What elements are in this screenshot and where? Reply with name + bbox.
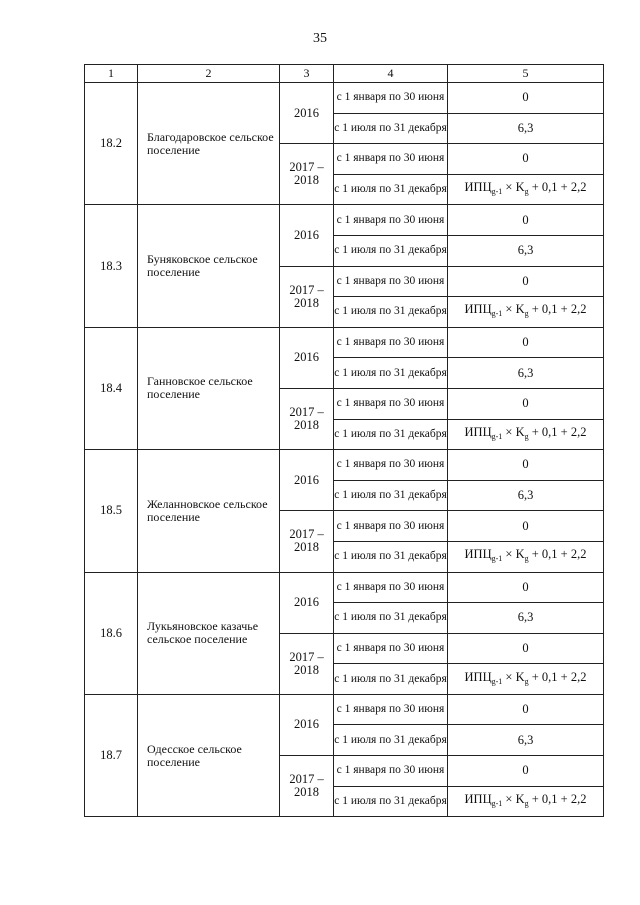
formula-tail: + 0,1 + 2,2 [528, 669, 587, 684]
period-cell: с 1 июля по 31 декабря [334, 174, 448, 205]
settlement-name: Одесское сельское поселение [138, 694, 280, 816]
value-cell: 0 [448, 388, 604, 419]
value-cell: 6,3 [448, 480, 604, 511]
period-cell: с 1 июля по 31 декабря [334, 603, 448, 634]
formula-subscript: g [524, 798, 529, 808]
period-cell: с 1 июля по 31 декабря [334, 113, 448, 144]
formula-subscript: g [524, 187, 529, 197]
year-cell: 2016 [280, 205, 334, 266]
value-cell: 6,3 [448, 358, 604, 389]
section-number: 18.7 [85, 694, 138, 816]
formula-multiplier: × K [502, 791, 525, 806]
settlement-name: Благодаровское сельское поселение [138, 83, 280, 205]
year-cell: 2017 – 2018 [280, 633, 334, 694]
year-cell: 2017 – 2018 [280, 388, 334, 449]
column-header: 4 [334, 65, 448, 83]
period-cell: с 1 января по 30 июня [334, 511, 448, 542]
table-row [85, 572, 604, 603]
formula-subscript: g-1 [491, 676, 503, 686]
year-cell: 2016 [280, 694, 334, 755]
formula-multiplier: × K [502, 180, 525, 195]
period-cell: с 1 июля по 31 декабря [334, 235, 448, 266]
table-row [85, 327, 604, 358]
settlement-name: Буняковское сельское поселение [138, 205, 280, 327]
table-header-row [85, 65, 604, 83]
formula-base: ИПЦ [464, 180, 492, 195]
table-row [85, 205, 604, 236]
column-header: 5 [448, 65, 604, 83]
formula-base: ИПЦ [464, 547, 492, 562]
period-cell: с 1 июля по 31 декабря [334, 358, 448, 389]
period-cell: с 1 января по 30 июня [334, 144, 448, 175]
formula-subscript: g [524, 676, 529, 686]
period-cell: с 1 июля по 31 декабря [334, 297, 448, 328]
year-cell: 2017 – 2018 [280, 756, 334, 817]
formula-subscript: g-1 [491, 431, 503, 441]
formula-multiplier: × K [502, 547, 525, 562]
period-cell: с 1 июля по 31 декабря [334, 419, 448, 450]
section-number: 18.6 [85, 572, 138, 694]
value-cell: 6,3 [448, 603, 604, 634]
formula-multiplier: × K [502, 302, 525, 317]
value-cell: 0 [448, 633, 604, 664]
period-cell: с 1 июля по 31 декабря [334, 541, 448, 572]
period-cell: с 1 января по 30 июня [334, 388, 448, 419]
section-number: 18.4 [85, 327, 138, 449]
formula-base: ИПЦ [464, 791, 492, 806]
period-cell: с 1 января по 30 июня [334, 83, 448, 114]
formula-tail: + 0,1 + 2,2 [528, 547, 587, 562]
year-cell: 2016 [280, 450, 334, 511]
formula-tail: + 0,1 + 2,2 [528, 302, 587, 317]
value-cell: 0 [448, 83, 604, 114]
page-number: 35 [313, 31, 327, 46]
table-row [85, 83, 604, 114]
period-cell: с 1 июля по 31 декабря [334, 725, 448, 756]
value-cell: 0 [448, 511, 604, 542]
tariff-table [84, 64, 604, 817]
formula-subscript: g-1 [491, 554, 503, 564]
formula-cell [448, 297, 604, 328]
formula-multiplier: × K [502, 669, 525, 684]
formula-subscript: g-1 [491, 187, 503, 197]
period-cell: с 1 января по 30 июня [334, 756, 448, 787]
year-cell: 2016 [280, 572, 334, 633]
column-header: 1 [85, 65, 138, 83]
value-cell: 0 [448, 144, 604, 175]
value-cell: 0 [448, 572, 604, 603]
formula-cell [448, 419, 604, 450]
settlement-name: Лукьяновское казачье сельское поселение [138, 572, 280, 694]
formula-subscript: g-1 [491, 798, 503, 808]
formula-tail: + 0,1 + 2,2 [528, 424, 587, 439]
section-number: 18.5 [85, 450, 138, 572]
year-cell: 2016 [280, 83, 334, 144]
value-cell: 6,3 [448, 725, 604, 756]
period-cell: с 1 июля по 31 декабря [334, 786, 448, 817]
period-cell: с 1 января по 30 июня [334, 633, 448, 664]
formula-tail: + 0,1 + 2,2 [528, 791, 587, 806]
value-cell: 6,3 [448, 113, 604, 144]
column-header: 2 [138, 65, 280, 83]
formula-subscript: g [524, 309, 529, 319]
value-cell: 0 [448, 756, 604, 787]
settlement-name: Желанновское сельское поселение [138, 450, 280, 572]
formula-subscript: g [524, 431, 529, 441]
formula-subscript: g-1 [491, 309, 503, 319]
period-cell: с 1 января по 30 июня [334, 572, 448, 603]
year-cell: 2016 [280, 327, 334, 388]
formula-subscript: g [524, 554, 529, 564]
formula-base: ИПЦ [464, 669, 492, 684]
value-cell: 6,3 [448, 235, 604, 266]
formula-cell [448, 786, 604, 817]
formula-cell [448, 174, 604, 205]
year-cell: 2017 – 2018 [280, 266, 334, 327]
period-cell: с 1 января по 30 июня [334, 694, 448, 725]
period-cell: с 1 января по 30 июня [334, 327, 448, 358]
value-cell: 0 [448, 266, 604, 297]
formula-cell [448, 664, 604, 695]
section-number: 18.3 [85, 205, 138, 327]
period-cell: с 1 июля по 31 декабря [334, 480, 448, 511]
table-row [85, 694, 604, 725]
value-cell: 0 [448, 327, 604, 358]
value-cell: 0 [448, 694, 604, 725]
settlement-name: Ганновское сельское поселение [138, 327, 280, 449]
year-cell: 2017 – 2018 [280, 144, 334, 205]
section-number: 18.2 [85, 83, 138, 205]
period-cell: с 1 июля по 31 декабря [334, 664, 448, 695]
period-cell: с 1 января по 30 июня [334, 205, 448, 236]
period-cell: с 1 января по 30 июня [334, 450, 448, 481]
value-cell: 0 [448, 450, 604, 481]
formula-base: ИПЦ [464, 302, 492, 317]
year-cell: 2017 – 2018 [280, 511, 334, 572]
formula-multiplier: × K [502, 424, 525, 439]
formula-cell [448, 541, 604, 572]
table-row [85, 450, 604, 481]
column-header: 3 [280, 65, 334, 83]
formula-base: ИПЦ [464, 424, 492, 439]
period-cell: с 1 января по 30 июня [334, 266, 448, 297]
formula-tail: + 0,1 + 2,2 [528, 180, 587, 195]
value-cell: 0 [448, 205, 604, 236]
